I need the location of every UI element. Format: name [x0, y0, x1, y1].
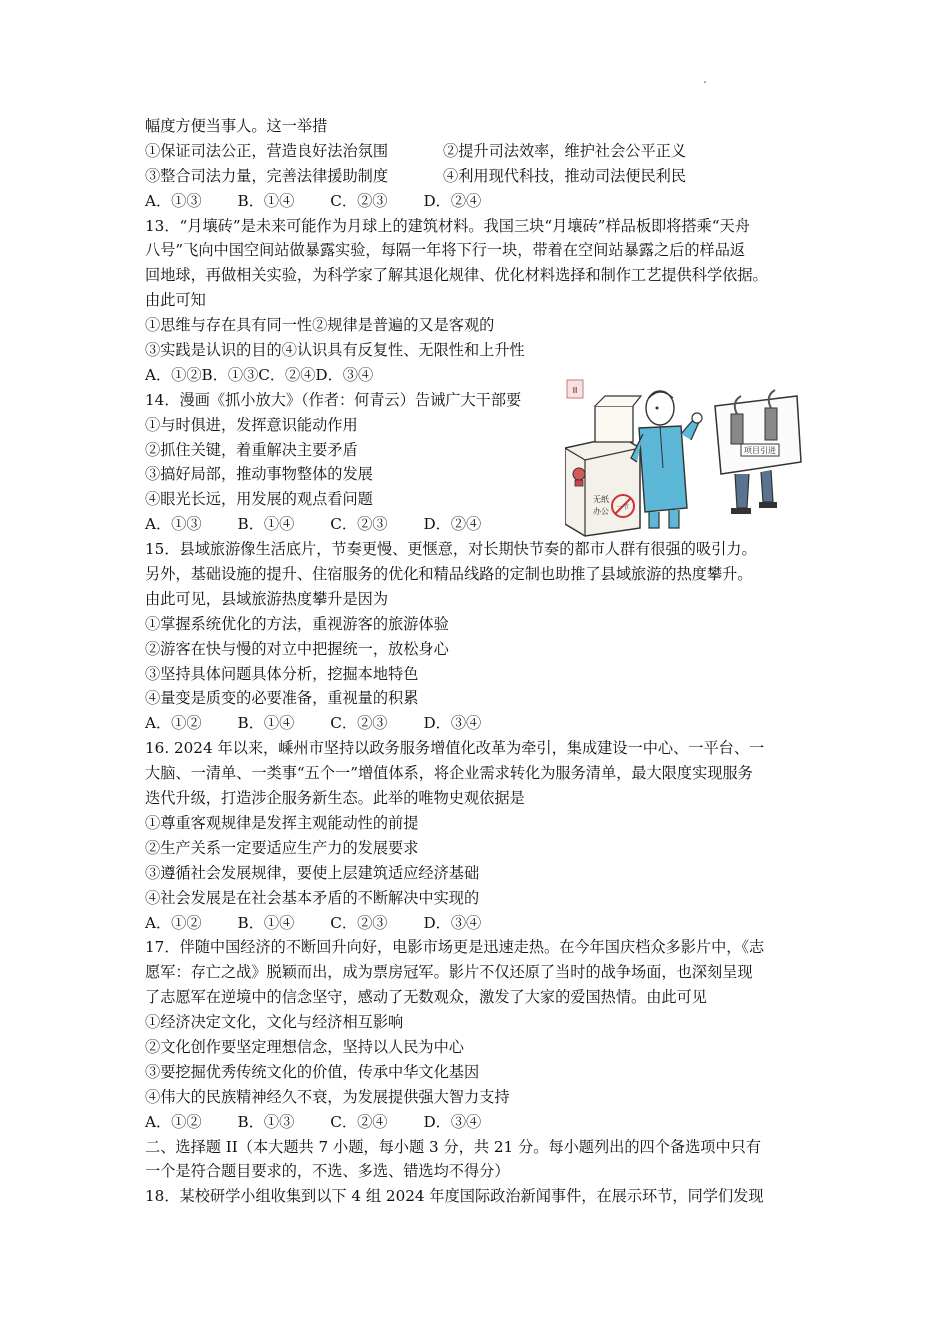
q15-stem-line-3: 由此可见，县域旅游热度攀升是因为: [145, 589, 388, 608]
q17-answer-d: D．③④: [423, 1112, 482, 1131]
q13-stem-line-1: 13．“月壤砖”是未来可能作为月球上的建筑材料。我国三块“月壤砖”样品板即将搭乘“天舟: [145, 216, 750, 235]
q13-stem-line-3: 回地球，再做相关实验，为科学家了解其退化规律、优化材料选择和制作工艺提供科学依据。: [145, 266, 768, 285]
q12-options-row-1: [145, 139, 810, 164]
cartoon-office-box: [565, 396, 641, 536]
q17-stem-line-1: 17．伴随中国经济的不断回升向好，电影市场更是迅速走热。在今年国庆档众多影片中，《志: [145, 938, 765, 957]
q16-answers: [145, 911, 810, 936]
cartoon-seal: [567, 380, 583, 398]
q12-answer-d: D．②④: [423, 191, 482, 210]
q14-answer-c: C．②③: [330, 515, 388, 534]
q14-option-1: ①与时俱进，发挥意识能动作用: [145, 415, 358, 434]
q14-answer-a: A．①③: [145, 515, 202, 534]
q15-answer-b: B．①④: [237, 714, 295, 733]
q15-option-1: ①掌握系统优化的方法，重视游客的旅游体验: [145, 614, 449, 633]
svg-text:Ⅲ: Ⅲ: [572, 386, 578, 395]
q12-answer-a: A．①③: [145, 191, 202, 210]
q16-option-4: ④社会发展是在社会基本矛盾的不断解决中实现的: [145, 888, 480, 907]
q12-option-2: ②提升司法效率，维护社会公平正义: [443, 141, 686, 160]
q14-answer-b: B．①④: [237, 515, 295, 534]
q16-answer-a: A．①②: [145, 913, 202, 932]
q17-stem-line-3: 了志愿军在逆境中的信念坚守，感动了无数观众，激发了大家的爱国热情。由此可见: [145, 988, 707, 1007]
q16-answer-b: B．①④: [237, 913, 295, 932]
q15-answer-c: C．②③: [330, 714, 388, 733]
q17-answer-c: C．②④: [330, 1112, 388, 1131]
q12-option-3: ③整合司法力量，完善法律援助制度: [145, 166, 388, 185]
q17-option-3: ③要挖掘优秀传统文化的价值，传承中华文化基因: [145, 1062, 480, 1081]
q17-option-4: ④伟大的民族精神经久不衰，为发展提供强大智力支持: [145, 1087, 510, 1106]
svg-text:无纸: 无纸: [593, 495, 609, 504]
q13-stem-line-4: 由此可知: [145, 291, 206, 310]
q16-option-3: ③遵循社会发展规律，要使上层建筑适应经济基础: [145, 863, 480, 882]
q16-stem-line-2: 大脑、一清单、一类事“五个一”增值体系，将企业需求转化为服务清单，最大限度实现服务: [145, 764, 753, 783]
exam-content: [145, 114, 810, 1209]
q15-answers: [145, 711, 810, 736]
q12-options-row-2: [145, 164, 810, 189]
q15-answer-a: A．①②: [145, 714, 202, 733]
q16-stem-line-1: 16. 2024 年以来，嵊州市坚持以政务服务增值化改革为牵引，集成建设一中心、一平台、一: [145, 739, 765, 758]
svg-text:一节: 一节: [616, 504, 630, 511]
section2-heading-line-2: 一个是符合题目要求的，不选、多选、错选均不得分）: [145, 1162, 510, 1181]
q14-answer-d: D．②④: [423, 515, 482, 534]
q15-option-4: ④量变是质变的必要准备，重视量的积累: [145, 689, 419, 708]
q17-option-2: ②文化创作要坚定理想信念，坚持以人民为中心: [145, 1037, 464, 1056]
q17-answer-a: A．①②: [145, 1112, 202, 1131]
q12-continuation: 幅度方便当事人。这一举措: [145, 117, 328, 135]
svg-text:办公: 办公: [593, 507, 609, 516]
q15-stem-line-2: 另外，基础设施的提升、住宿服务的优化和精品线路的定制也助推了县域旅游的热度攀升。: [145, 565, 753, 584]
q14-cartoon: [565, 378, 803, 538]
q15-answer-d: D．③④: [423, 714, 482, 733]
q13-option-line-2: ③实践是认识的目的④认识具有反复性、无限性和上升性: [145, 341, 525, 360]
q14-option-3: ③搞好局部，推动事物整体的发展: [145, 465, 373, 484]
q16-option-2: ②生产关系一定要适应生产力的发展要求: [145, 838, 419, 857]
q17-answers: [145, 1110, 810, 1135]
q16-answer-c: C．②③: [330, 913, 388, 932]
q13-option-line-1: ①思维与存在具有同一性②规律是普遍的又是客观的: [145, 316, 495, 335]
section2-heading-line-1: 二、选择题 II（本大题共 7 小题，每小题 3 分，共 21 分。每小题列出的四个备选项中只有: [145, 1137, 762, 1156]
page-mark: .: [703, 72, 707, 86]
q17-answer-b: B．①③: [237, 1112, 295, 1131]
q15-stem-line-1: 15．县域旅游像生活底片，节奏更慢、更惬意，对长期快节奏的都市人群有很强的吸引力。: [145, 540, 757, 559]
q17-option-1: ①经济决定文化，文化与经济相互影响: [145, 1013, 404, 1032]
q14-option-4: ④眼光长远，用发展的观点看问题: [145, 490, 373, 509]
q14-option-2: ②抓住关键，着重解决主要矛盾: [145, 440, 358, 459]
cartoon-project-sign: [715, 390, 801, 514]
q13-answers: A．①②B．①③C．②④D．③④: [145, 365, 374, 384]
q17-stem-line-2: 愿军：存亡之战》脱颖而出，成为票房冠军。影片不仅还原了当时的战争场面，也深刻呈现: [145, 963, 753, 982]
q15-option-2: ②游客在快与慢的对立中把握统一，放松身心: [145, 639, 449, 658]
q14-stem: 14．漫画《抓小放大》（作者：何青云）告诫广大干部要: [145, 390, 522, 409]
q16-option-1: ①尊重客观规律是发挥主观能动性的前提: [145, 813, 419, 832]
q12-option-1: ①保证司法公正，营造良好法治氛围: [145, 141, 388, 160]
svg-text:项目引进: 项目引进: [744, 446, 776, 455]
q12-answers: [145, 189, 810, 214]
q13-stem-line-2: 八号”飞向中国空间站做暴露实验，每隔一年将下行一块，带着在空间站暴露之后的样品返: [145, 241, 746, 260]
q12-option-4: ④利用现代科技，推动司法便民利民: [443, 166, 686, 185]
cartoon-official-figure: [631, 391, 702, 528]
q12-answer-c: C．②③: [330, 191, 388, 210]
q16-stem-line-3: 迭代升级，打造涉企服务新生态。此举的唯物史观依据是: [145, 789, 525, 808]
q16-answer-d: D．③④: [423, 913, 482, 932]
q18-stem-line-1: 18．某校研学小组收集到以下 4 组 2024 年度国际政治新闻事件，在展示环节，同学们发现: [145, 1187, 764, 1206]
q15-option-3: ③坚持具体问题具体分析，挖掘本地特色: [145, 664, 419, 683]
q12-answer-b: B．①④: [237, 191, 295, 210]
